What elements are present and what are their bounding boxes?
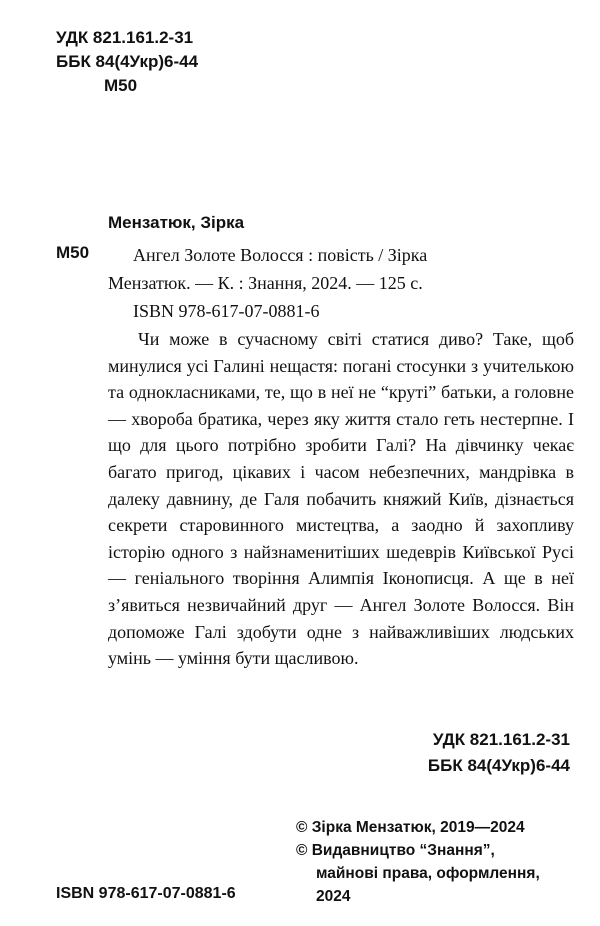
copyright-publisher-line-1: © Видавництво “Знання”,	[296, 842, 495, 859]
record-isbn: ISBN 978-617-07-0881-6	[133, 301, 320, 321]
udk-code: УДК 821.161.2-31	[56, 28, 194, 47]
copyright-publisher-line-3: 2024	[316, 888, 351, 905]
copyright-block	[296, 816, 576, 908]
bbk-code: ББК 84(4Укр)6-44	[56, 52, 199, 71]
author-sign: М50	[104, 76, 138, 95]
bibliographic-entry	[108, 241, 553, 325]
record-author: Мензатюк, Зірка	[108, 213, 245, 232]
copyright-author: © Зірка Мензатюк, 2019—2024	[296, 819, 525, 836]
annotation-text: Чи може в сучасному світі статися диво? Таке, щоб минулися усі Галині нещастя: погані стосунки з учителькою та однокласниками, те, що в неї не “круті” батьки, а головне — хвороба братика, через яку життя стало геть нестерпне. І що для цього потрібно зробити Галі? На дівчинку чекає багато пригод, цікавих і часом небезпечних, мандрівка в далеку давнину, де Галя побачить княжий Київ, дізнається секрети старовинного мистецтва, а заодно й захопливу історію одного з найзнаменитіших шедеврів Київської Русі — геніального творіння Алимпія Іконописця. А ще в неї з’явиться незвичайний друг — Ангел Золоте Волосся. Він допоможе Галі здобути одне з найважливіших людських умінь — уміння бути щасливою.	[108, 329, 574, 669]
footer-bbk: ББК 84(4Укр)6-44	[427, 756, 570, 775]
header-catalog-codes	[56, 26, 198, 98]
footer-udk: УДК 821.161.2-31	[432, 730, 570, 749]
copyright-publisher-line-2: майнові права, оформлення,	[316, 865, 540, 882]
title-line-1: Ангел Золоте Волосся : повість / Зірка	[133, 245, 428, 265]
footer-isbn: ISBN 978-617-07-0881-6	[56, 885, 236, 902]
annotation	[108, 326, 574, 672]
footer-catalog-codes	[428, 727, 570, 779]
title-line-2: Мензатюк. — К. : Знання, 2024. — 125 с.	[108, 273, 423, 293]
record-code: М50	[56, 243, 90, 262]
